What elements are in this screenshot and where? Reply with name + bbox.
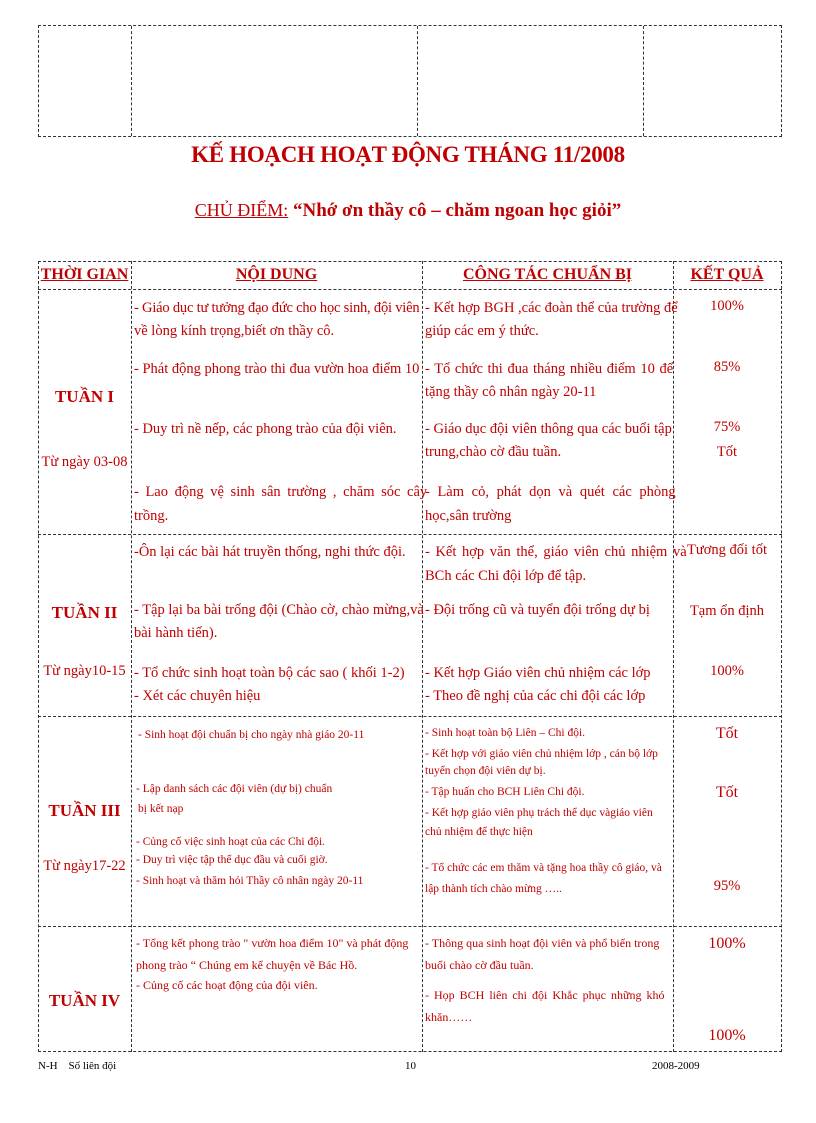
header-result: KẾT QUẢ [690, 266, 764, 283]
week-2-content-line: -Ôn lại các bài hát truyền thống, nghi thức đội. [134, 544, 406, 560]
week-4-content-line: - Củng cố các hoạt động của đội viên. [136, 978, 318, 992]
week-4-prep-line: buổi chào cờ đầu tuần. [425, 958, 534, 972]
week-1-prep-line: học,sân trường [425, 508, 512, 524]
week-1-content-line: - Lao động vệ sinh sân trường , chăm sóc cây [134, 484, 428, 500]
page-subtitle [0, 200, 816, 222]
blank-table-divider [643, 26, 644, 136]
week-1-prep-line: trung,chào cờ đầu tuần. [425, 444, 562, 460]
week-1-prep-line: giúp các em ý thức. [425, 323, 539, 339]
week-1-prep-line: - Kết hợp BGH ,các đoàn thể của trường để [425, 300, 678, 316]
table-rule [38, 534, 782, 535]
week-1-result: 85% [713, 359, 741, 375]
week-2-content-line: - Xét các chuyên hiệu [134, 688, 261, 704]
week-1-content-line: - Phát động phong trào thi đua vườn hoa điểm 10 [134, 361, 420, 377]
week-4-content-line: - Tổng kết phong trào " vườn hoa điểm 10" và phát động [136, 936, 409, 950]
table-column-rule [673, 261, 674, 1052]
week-3-result: 95% [713, 878, 741, 894]
week-2-content-line: bài hành tiến). [134, 625, 218, 641]
week-1-prep-line: - Làm cỏ, phát dọn và quét các phòng [425, 484, 676, 500]
week-4-prep-line: - Thông qua sinh hoạt đội viên và phổ biến trong [425, 936, 660, 950]
week-3-content-line: - Duy trì việc tập thể dục đầu và cuối giờ. [136, 854, 328, 866]
week-3-content-line: - Sinh hoạt và thăm hỏi Thầy cô nhân ngày 20-11 [136, 875, 364, 887]
week-4-label: TUẦN IV [48, 991, 121, 1010]
week-3-content-line: - Lập danh sách các đội viên (dự bị) chuẩn [136, 783, 333, 795]
week-4-prep-line: khăn…… [425, 1010, 473, 1024]
week-4-result: 100% [708, 935, 746, 952]
week-2-range: Từ ngày10-15 [43, 663, 126, 679]
week-2-prep-line: - Đội trống cũ và tuyển đội trống dự bị [425, 602, 650, 618]
week-3-prep-line: - Tập huấn cho BCH Liên Chi đội. [425, 786, 585, 798]
week-3-prep-line: tuyển chọn đội viên dự bị. [425, 765, 546, 777]
week-1-content-line: về lòng kính trọng,biết ơn thầy cô. [134, 323, 335, 339]
week-1-content-line: - Duy trì nề nếp, các phong trào của đội viên. [134, 421, 397, 437]
week-4-result: 100% [708, 1027, 746, 1044]
week-1-range: Từ ngày 03-08 [41, 454, 128, 470]
week-2-content-line: - Tổ chức sinh hoạt toàn bộ các sao ( khối 1-2) [134, 665, 405, 681]
header-time: THỜI GIAN [40, 266, 129, 283]
week-3-prep-line: chủ nhiệm để thực hiện [425, 826, 533, 838]
footer-page-number: 10 [405, 1060, 416, 1072]
week-3-result: Tốt [715, 784, 739, 801]
week-1-result: Tốt [716, 444, 738, 460]
week-3-result: Tốt [715, 725, 739, 742]
page-title: KẾ HOẠCH HOẠT ĐỘNG THÁNG 11/2008 [191, 142, 625, 167]
table-rule [38, 289, 782, 290]
week-2-prep-line: - Theo đề nghị của các chi đội các lớp [425, 688, 646, 704]
table-rule [38, 1051, 782, 1052]
week-1-prep-line: - Giáo dục đội viên thông qua các buổi tập [425, 421, 672, 437]
week-1-prep-line: - Tổ chức thi đua tháng nhiều điểm 10 để [425, 361, 674, 377]
week-2-content-line: - Tập lại ba bài trống đội (Chào cờ, chào mừng,và [134, 602, 424, 618]
subtitle-theme: “Nhớ ơn thầy cô – chăm ngoan học giỏi” [293, 200, 622, 221]
week-2-prep-line: - Kết hợp văn thể, giáo viên chủ nhiệm và [425, 544, 687, 560]
week-3-prep-line: - Sinh hoạt toàn bộ Liên – Chi đội. [425, 727, 586, 739]
header-content: NỘI DUNG [235, 266, 318, 283]
week-4-prep-line: - Họp BCH liên chi đội Khắc phục những khó [425, 988, 665, 1002]
week-3-prep-line: - Tổ chức các em thăm và tặng hoa thầy cô giáo, và [425, 862, 662, 874]
week-2-result: Tạm ổn định [689, 603, 765, 619]
footer-year: 2008-2009 [652, 1060, 700, 1072]
week-2-prep-line: - Kết hợp Giáo viên chủ nhiệm các lớp [425, 665, 651, 681]
table-column-rule [131, 261, 132, 1052]
week-3-prep-line: lập thành tích chào mừng ….. [425, 883, 562, 895]
table-rule [38, 926, 782, 927]
week-3-content-line: - Củng cố việc sinh hoạt của các Chi đội. [136, 836, 326, 848]
table-column-rule [38, 261, 39, 1052]
table-column-rule [781, 261, 782, 1052]
week-3-range: Từ ngày17-22 [43, 858, 126, 874]
week-1-content-line: trồng. [134, 508, 169, 524]
week-2-result: 100% [710, 663, 744, 679]
week-1-content-line: - Giáo dục tư tưởng đạo đức cho học sinh, đội viên [134, 300, 420, 316]
blank-table-divider [417, 26, 418, 136]
week-2-result: Tương đối tốt [687, 542, 767, 558]
blank-table-divider [131, 26, 132, 136]
footer-left: N-H Sổ liên đội [38, 1060, 117, 1072]
week-2-prep-line: BCh các Chi đội lớp để tập. [425, 568, 587, 584]
week-1-result: 100% [710, 298, 744, 314]
week-1-prep-line: tặng thầy cô nhân ngày 20-11 [425, 384, 597, 400]
week-3-prep-line: - Kết hợp giáo viên phụ trách thể dục vàgiáo viên [425, 807, 653, 819]
week-3-prep-line: - Kết hợp với giáo viên chủ nhiệm lớp , cán bộ lớp [425, 748, 658, 760]
week-3-content-line: bị kết nạp [138, 803, 184, 815]
week-1-label: TUẦN I [54, 387, 115, 406]
plan-table [38, 261, 782, 1052]
header-preparation: CÔNG TÁC CHUẨN BỊ [462, 266, 633, 283]
week-2-label: TUẦN II [51, 603, 118, 622]
week-1-result: 75% [713, 419, 741, 435]
subtitle-label: CHỦ ĐIỂM: [194, 200, 289, 220]
week-4-content-line: phong trào “ Chúng em kể chuyện về Bác Hồ. [136, 958, 358, 972]
week-3-label: TUẦN III [48, 801, 121, 820]
table-rule [38, 716, 782, 717]
week-3-content-line: - Sinh hoạt đội chuẩn bị cho ngày nhà giáo 20-11 [138, 729, 365, 741]
header-blank-table [38, 25, 782, 137]
table-column-rule [422, 261, 423, 1052]
